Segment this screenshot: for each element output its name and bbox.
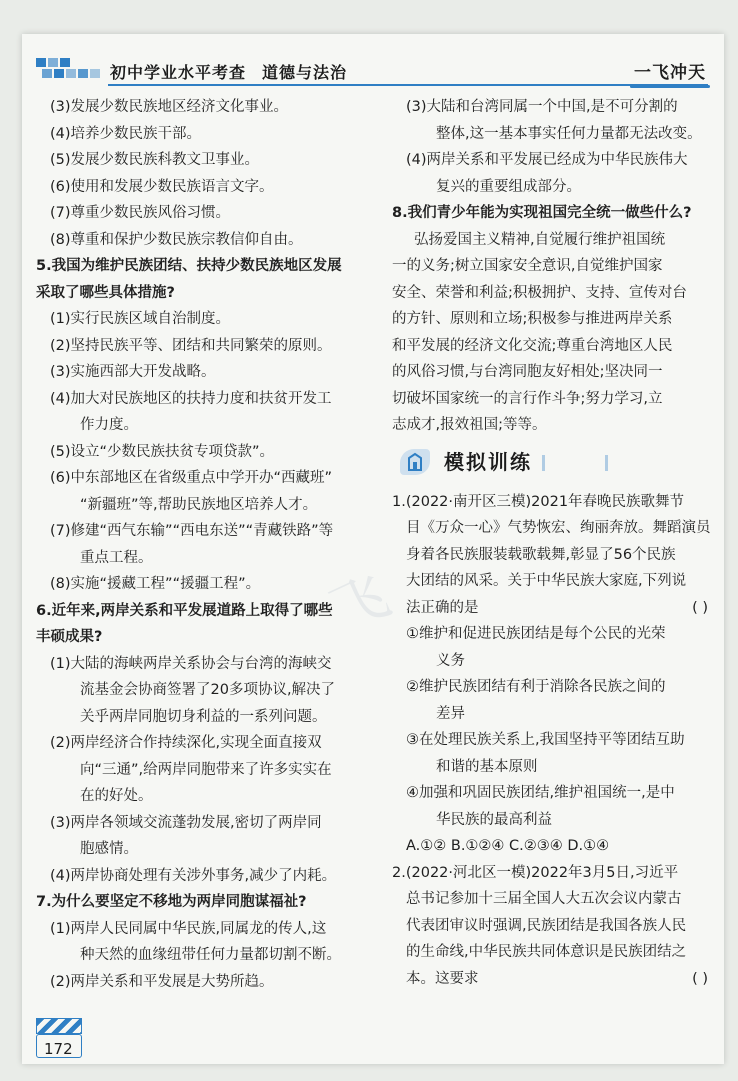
- right-bottom-lines-item: [392, 966, 722, 993]
- left-lines-item: [36, 889, 382, 916]
- left-lines-item: [36, 306, 382, 333]
- line-text: (1)大陆的海峡两岸关系协会与台湾的海峡交: [50, 655, 332, 672]
- line-text: 切破坏国家统一的言行作斗争;努力学习,立: [392, 390, 663, 407]
- line-text: 安全、荣誉和利益;积极拥护、支持、宣传对台: [392, 284, 687, 301]
- line-text: (2)两岸经济合作持续深化,实现全面直接双: [50, 735, 322, 751]
- right-top-lines-item: [392, 280, 722, 307]
- answer-bracket: ( ): [692, 599, 708, 616]
- right-bottom-lines-item: [392, 886, 722, 913]
- header-title: [110, 60, 347, 83]
- right-top-block: [392, 94, 722, 439]
- section-title: 模拟训练: [444, 449, 532, 474]
- line-text: (7)修建“西气东输”“西电东送”“青藏铁路”等: [50, 523, 334, 539]
- line-text: 向“三通”,给两岸同胞带来了许多实实在: [80, 761, 332, 778]
- line-text: 种天然的血缘纽带任何力量都切割不断。: [80, 947, 341, 963]
- line-text: 和谐的基本原则: [436, 758, 538, 775]
- left-lines-item: [36, 333, 382, 360]
- line-text: 8.我们青少年能为实现祖国完全统一做些什么?: [392, 205, 692, 221]
- line-text: 复兴的重要组成部分。: [436, 178, 581, 195]
- left-lines-item: [36, 916, 382, 943]
- section-badge-icon: [400, 449, 430, 475]
- line-text: (2)坚持民族平等、团结和共同繁荣的原则。: [50, 337, 332, 354]
- right-bottom-lines-item: [392, 701, 722, 728]
- line-text: 胞感情。: [80, 841, 138, 857]
- right-top-lines-item: [392, 227, 722, 254]
- right-bottom-block: [392, 489, 722, 993]
- left-lines-item: [36, 518, 382, 545]
- line-text: (8)实施“援藏工程”“援疆工程”。: [50, 576, 261, 592]
- left-lines-item: [36, 492, 382, 519]
- left-lines-item: [36, 969, 382, 996]
- section-header: [392, 441, 722, 483]
- line-text: 身着各民族服装载歌载舞,彰显了56个民族: [406, 546, 676, 563]
- right-bottom-lines-item: [392, 860, 722, 887]
- right-bottom-lines-item: [392, 833, 722, 860]
- line-text: (3)大陆和台湾同属一个中国,是不可分割的: [406, 99, 678, 115]
- line-text: 2.(2022·河北区一模)2022年3月5日,习近平: [392, 864, 679, 881]
- line-text: 代表团审议时强调,民族团结是我国各族人民: [406, 917, 687, 934]
- line-text: 关乎两岸同胞切身利益的一系列问题。: [80, 708, 327, 725]
- left-lines-item: [36, 942, 382, 969]
- line-text: 弘扬爱国主义精神,自觉履行维护祖国统: [414, 231, 666, 248]
- page-number: 172: [44, 1040, 73, 1058]
- left-lines-item: [36, 730, 382, 757]
- line-text: 义务: [436, 652, 465, 669]
- line-text: 的生命线,中华民族共同体意识是民族团结之: [406, 944, 687, 960]
- left-lines-item: [36, 651, 382, 678]
- right-column: [392, 94, 722, 992]
- line-text: (1)实行民族区域自治制度。: [50, 311, 231, 327]
- left-lines-item: [36, 624, 382, 651]
- right-bottom-lines-item: [392, 595, 722, 622]
- left-lines-item: [36, 863, 382, 890]
- line-text: 目《万众一心》气势恢宏、绚丽奔放。舞蹈演员: [406, 520, 711, 536]
- line-text: 在的好处。: [80, 788, 153, 804]
- line-text: (3)发展少数民族地区经济文化事业。: [50, 99, 289, 115]
- right-top-lines-item: [392, 253, 722, 280]
- left-lines-item: [36, 174, 382, 201]
- left-lines-item: [36, 147, 382, 174]
- line-text: 5.我国为维护民族团结、扶持少数民族地区发展: [36, 258, 342, 274]
- line-text: 7.为什么要坚定不移地为两岸同胞谋福祉?: [36, 894, 307, 910]
- left-lines-item: [36, 359, 382, 386]
- page-header: [22, 44, 724, 92]
- line-text: ④加强和巩固民族团结,维护祖国统一,是中: [406, 785, 675, 801]
- line-text: 志成才,报效祖国;等等。: [392, 417, 547, 433]
- right-top-lines-item: [392, 200, 722, 227]
- right-bottom-lines-item: [392, 489, 722, 516]
- line-text: 的方针、原则和立场;积极参与推进两岸关系: [392, 311, 673, 327]
- header-rule: [108, 84, 708, 86]
- line-text: 流基金会协商签署了20多项协议,解决了: [80, 682, 336, 698]
- left-lines-item: [36, 545, 382, 572]
- line-text: 整体,这一基本事实任何力量都无法改变。: [436, 125, 702, 142]
- right-bottom-lines-item: [392, 542, 722, 569]
- left-column: [36, 94, 382, 995]
- left-lines-item: [36, 704, 382, 731]
- right-bottom-lines-item: [392, 754, 722, 781]
- line-text: A.①② B.①②④ C.②③④ D.①④: [406, 838, 610, 854]
- left-lines-item: [36, 810, 382, 837]
- line-text: 重点工程。: [80, 549, 153, 566]
- right-top-lines-item: [392, 174, 722, 201]
- line-text: ③在处理民族关系上,我国坚持平等团结互助: [406, 732, 685, 748]
- line-text: (5)发展少数民族科教文卫事业。: [50, 152, 260, 168]
- right-top-lines-item: [392, 333, 722, 360]
- right-bottom-lines-item: [392, 939, 722, 966]
- right-bottom-lines-item: [392, 727, 722, 754]
- line-text: 1.(2022·南开区三模)2021年春晚民族歌舞节: [392, 493, 685, 510]
- right-bottom-lines-item: [392, 648, 722, 675]
- right-bottom-lines-item: [392, 568, 722, 595]
- left-lines-item: [36, 386, 382, 413]
- line-text: 本。这要求: [406, 970, 479, 987]
- answer-bracket: ( ): [692, 970, 708, 987]
- header-subject: 道德与法治: [262, 63, 348, 82]
- line-text: 的风俗习惯,与台湾同胞友好相处;坚决同一: [392, 364, 663, 380]
- right-top-lines-item: [392, 94, 722, 121]
- header-decoration-icon: [36, 58, 108, 84]
- line-text: (8)尊重和保护少数民族宗教信仰自由。: [50, 231, 303, 248]
- left-lines-item: [36, 227, 382, 254]
- right-bottom-lines-item: [392, 674, 722, 701]
- left-lines-item: [36, 677, 382, 704]
- line-text: “新疆班”等,帮助民族地区培养人才。: [80, 496, 318, 513]
- right-top-lines-item: [392, 121, 722, 148]
- line-text: 一的义务;树立国家安全意识,自觉维护国家: [392, 258, 663, 274]
- line-text: (4)两岸协商处理有关涉外事务,减少了内耗。: [50, 867, 337, 884]
- watermark: 飞: [320, 562, 400, 646]
- line-text: ②维护民族团结有利于消除各民族之间的: [406, 679, 666, 695]
- line-text: (1)两岸人民同属中华民族,同属龙的传人,这: [50, 920, 327, 937]
- line-text: 总书记参加十三届全国人大五次会议内蒙古: [406, 891, 682, 907]
- right-top-lines-item: [392, 386, 722, 413]
- left-lines-item: [36, 121, 382, 148]
- line-text: 丰硕成果?: [36, 629, 103, 645]
- left-lines-item: [36, 439, 382, 466]
- line-text: (6)中东部地区在省级重点中学开办“西藏班”: [50, 470, 333, 486]
- line-text: 大团结的风采。关于中华民族大家庭,下列说: [406, 573, 687, 589]
- right-bottom-lines-item: [392, 780, 722, 807]
- right-top-lines-item: [392, 359, 722, 386]
- line-text: 采取了哪些具体措施?: [36, 284, 175, 301]
- left-lines-item: [36, 571, 382, 598]
- right-bottom-lines-item: [392, 807, 722, 834]
- right-top-lines-item: [392, 306, 722, 333]
- right-top-lines-item: [392, 412, 722, 439]
- left-lines-item: [36, 94, 382, 121]
- left-lines-item: [36, 598, 382, 625]
- left-lines-item: [36, 200, 382, 227]
- line-text: (4)两岸关系和平发展已经成为中华民族伟大: [406, 152, 688, 168]
- header-series: 初中学业水平考查: [110, 63, 247, 82]
- left-lines-item: [36, 836, 382, 863]
- line-text: 6.近年来,两岸关系和平发展道路上取得了哪些: [36, 602, 333, 619]
- section-rule: [542, 455, 608, 471]
- header-brand: 一飞冲天: [634, 58, 706, 83]
- line-text: ①维护和促进民族团结是每个公民的光荣: [406, 626, 666, 642]
- line-text: (5)设立“少数民族扶贫专项贷款”。: [50, 443, 275, 460]
- line-text: (2)两岸关系和平发展是大势所趋。: [50, 973, 274, 990]
- line-text: (3)实施西部大开发战略。: [50, 364, 216, 380]
- line-text: 法正确的是: [406, 599, 479, 616]
- line-text: 和平发展的经济文化交流;尊重台湾地区人民: [392, 337, 673, 354]
- line-text: 差异: [436, 705, 465, 722]
- line-text: 华民族的最高利益: [436, 811, 552, 828]
- left-lines-item: [36, 783, 382, 810]
- left-lines-item: [36, 465, 382, 492]
- right-bottom-lines-item: [392, 515, 722, 542]
- left-lines-item: [36, 280, 382, 307]
- right-bottom-lines-item: [392, 621, 722, 648]
- line-text: (3)两岸各领域交流蓬勃发展,密切了两岸同: [50, 814, 322, 831]
- line-text: 作力度。: [80, 417, 138, 433]
- line-text: (4)培养少数民族干部。: [50, 125, 202, 142]
- line-text: (7)尊重少数民族风俗习惯。: [50, 205, 231, 221]
- line-text: (6)使用和发展少数民族语言文字。: [50, 178, 274, 195]
- left-lines-item: [36, 412, 382, 439]
- right-bottom-lines-item: [392, 913, 722, 940]
- right-top-lines-item: [392, 147, 722, 174]
- left-lines-item: [36, 253, 382, 280]
- line-text: (4)加大对民族地区的扶持力度和扶贫开发工: [50, 390, 332, 407]
- left-lines-item: [36, 757, 382, 784]
